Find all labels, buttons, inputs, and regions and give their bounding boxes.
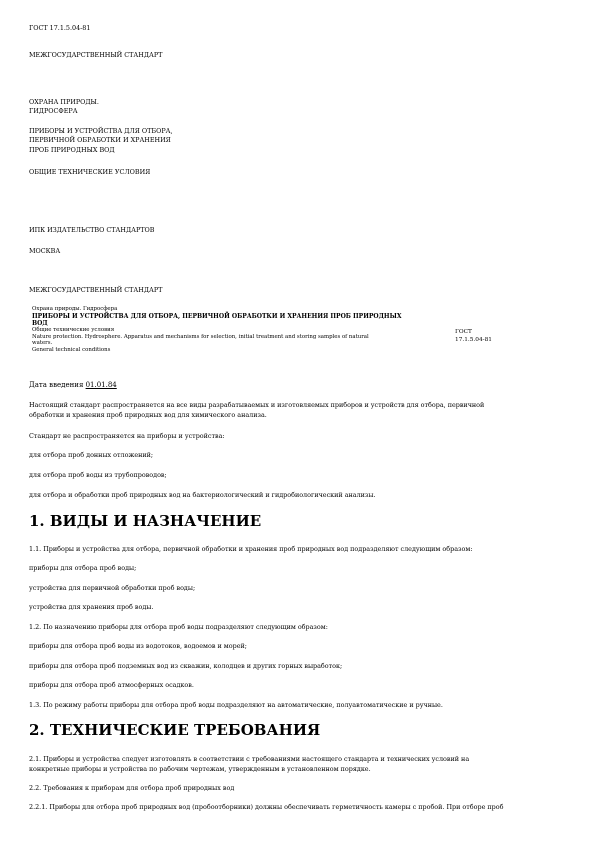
- title-line: ОХРАНА ПРИРОДЫ.: [29, 98, 99, 106]
- paragraph: приборы для отбора проб воды;: [29, 564, 137, 572]
- paragraph: 1.1. Приборы и устройства для отбора, первичной обработки и хранения проб природных вод подразделяют следующим образом:: [29, 545, 473, 553]
- gost-right: [455, 329, 492, 344]
- section-heading: 2. ТЕХНИЧЕСКИЕ ТРЕБОВАНИЯ: [29, 721, 321, 739]
- paragraph: приборы для отбора проб подземных вод из скважин, колодцев и других горных выработок;: [29, 662, 343, 670]
- date-label: Дата введения: [29, 381, 86, 389]
- title-line: ПРИБОРЫ И УСТРОЙСТВА ДЛЯ ОТБОРА,: [29, 127, 173, 135]
- paragraph: 2.2.1. Приборы для отбора проб природных вод (пробоотборники) должны обеспечивать герметичность камеры с пробой. При отборе проб: [29, 803, 504, 811]
- paragraph: для отбора проб донных отложений;: [29, 451, 154, 459]
- paragraph: устройства для хранения проб воды.: [29, 603, 154, 611]
- publisher: ИПК ИЗДАТЕЛЬСТВО СТАНДАРТОВ: [29, 226, 155, 234]
- paragraph: Стандарт не распространяется на приборы и устройства:: [29, 432, 225, 440]
- gost-code: ГОСТ 17.1.5.04-81: [29, 24, 91, 32]
- date-value: 01.01.84: [85, 381, 117, 389]
- title-line: ГИДРОСФЕРА: [29, 107, 78, 115]
- city: МОСКВА: [29, 247, 61, 255]
- title-box-line: Общие технические условия: [32, 326, 115, 333]
- title-line: ОБЩИЕ ТЕХНИЧЕСКИЕ УСЛОВИЯ: [29, 168, 151, 176]
- section-heading: 1. ВИДЫ И НАЗНАЧЕНИЕ: [29, 512, 262, 530]
- paragraph: 1.3. По режиму работы приборы для отбора проб воды подразделяют на автоматические, полуавтоматические и ручные.: [29, 701, 443, 709]
- paragraph: Настоящий стандарт распространяется на все виды разрабатываемых и изготовляемых приборов и устройств для отбора, первичной: [29, 401, 485, 409]
- standard-type: МЕЖГОСУДАРСТВЕННЫЙ СТАНДАРТ: [29, 51, 163, 59]
- intro-date: [29, 381, 117, 389]
- paragraph: 2.2. Требования к приборам для отбора проб природных вод: [29, 784, 235, 792]
- title-box-line: ВОД: [32, 319, 48, 327]
- standard-type-2: МЕЖГОСУДАРСТВЕННЫЙ СТАНДАРТ: [29, 286, 163, 294]
- title-box: [32, 306, 452, 354]
- paragraph: приборы для отбора проб воды из водотоков, водоемов и морей;: [29, 642, 247, 650]
- paragraph: для отбора проб воды из трубопроводов;: [29, 471, 167, 479]
- paragraph: устройства для первичной обработки проб воды;: [29, 584, 196, 592]
- paragraph: приборы для отбора проб атмосферных осадков.: [29, 681, 194, 689]
- title-line: ПЕРВИЧНОЙ ОБРАБОТКИ И ХРАНЕНИЯ: [29, 136, 171, 144]
- paragraph: конкретные приборы и устройства по рабочим чертежам, утвержденным в установленном порядке.: [29, 765, 371, 773]
- title-box-line: General technical conditions: [32, 347, 111, 354]
- title-box-line: ПРИБОРЫ И УСТРОЙСТВА ДЛЯ ОТБОРА, ПЕРВИЧНОЙ ОБРАБОТКИ И ХРАНЕНИЯ ПРОБ ПРИРОДНЫХ: [32, 312, 402, 320]
- paragraph: 1.2. По назначению приборы для отбора проб воды подразделяют следующим образом:: [29, 623, 328, 631]
- paragraph: обработки и хранения проб природных вод для химического анализа.: [29, 411, 267, 419]
- title-line: ПРОБ ПРИРОДНЫХ ВОД: [29, 146, 115, 154]
- paragraph: 2.1. Приборы и устройства следует изготовлять в соответствии с требованиями настоящего стандарта и технических условий на: [29, 755, 470, 763]
- gost-label: ГОСТ: [455, 329, 472, 335]
- title-box-line: Охрана природы. Гидросфера: [32, 306, 118, 312]
- gost-number: 17.1.5.04-81: [455, 336, 492, 343]
- title-box-line: waters.: [32, 340, 53, 347]
- title-box-line: Nature protection. Hydrosphere. Apparatus and mechanisms for selection, initial treatment and storing samples of natural: [32, 333, 369, 340]
- paragraph: для отбора и обработки проб природных вод на бактериологический и гидробиологический анализы.: [29, 491, 376, 499]
